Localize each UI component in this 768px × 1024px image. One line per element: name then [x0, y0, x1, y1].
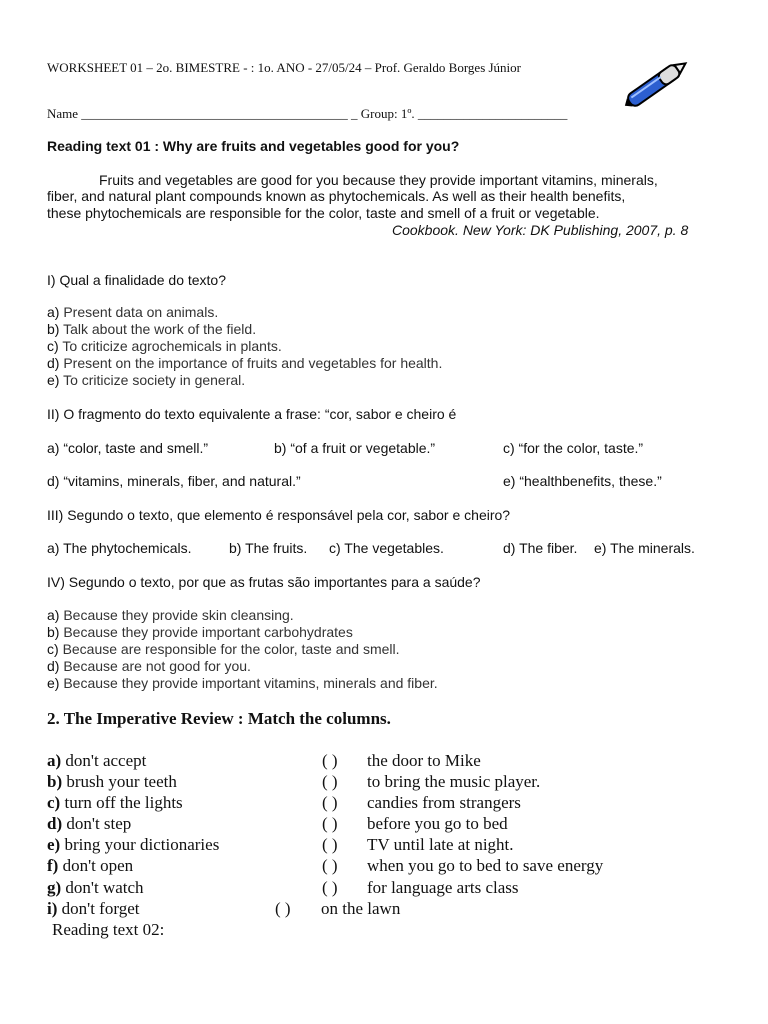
answer-blank[interactable]: ( ): [322, 751, 338, 770]
q2-option-b: b) “of a fruit or vegetable.”: [274, 440, 436, 456]
answer-blank[interactable]: ( ): [322, 856, 338, 875]
q1-option-b: [47, 321, 256, 338]
row-left-text: brush your teeth: [66, 772, 177, 791]
row-left-text: don't forget: [61, 899, 140, 918]
option-letter: e): [47, 675, 60, 691]
row-left-text: don't step: [66, 814, 132, 833]
question-1: I) Qual a finalidade do texto?: [47, 272, 227, 288]
match-row-right: on the lawn: [321, 899, 401, 918]
match-row-left: [47, 878, 144, 898]
option-text: Because they provide important carbohydrates: [63, 624, 353, 640]
worksheet-title: WORKSHEET 01 – 2o. BIMESTRE - : 1o. ANO - 27/05/24 – Prof. Geraldo Borges Júnior: [47, 60, 521, 75]
option-letter: a): [47, 304, 60, 320]
section-2-title: 2. The Imperative Review : Match the columns.: [47, 709, 391, 728]
option-text: Because are responsible for the color, taste and smell.: [62, 641, 400, 657]
row-letter: g): [47, 878, 62, 897]
option-text: Present data on animals.: [63, 304, 219, 320]
row-left-text: don't open: [62, 856, 134, 875]
row-letter: a): [47, 751, 62, 770]
name-group-line: Name _________________________________________ _ Group: 1º. _______________________: [47, 106, 568, 121]
match-row-left: [47, 793, 183, 813]
reading-text-1-title: Reading text 01 : Why are fruits and vegetables good for you?: [47, 138, 460, 154]
q2-option-a: a) “color, taste and smell.”: [47, 440, 209, 456]
q4-option-e: [47, 675, 438, 692]
q2-option-e: e) “healthbenefits, these.”: [503, 473, 662, 489]
match-row-right: before you go to bed: [367, 814, 508, 833]
citation: Cookbook. New York: DK Publishing, 2007, p. 8: [392, 222, 689, 238]
q2-option-d: d) “vitamins, minerals, fiber, and natural.”: [47, 473, 301, 489]
option-text: Present on the importance of fruits and vegetables for health.: [63, 355, 443, 371]
q1-option-d: [47, 355, 442, 372]
reading-text-2-title: Reading text 02:: [52, 920, 165, 939]
q4-option-b: [47, 624, 353, 641]
option-text: Because they provide important vitamins, minerals and fiber.: [63, 675, 438, 691]
q3-option-c: c) The vegetables.: [329, 540, 444, 556]
row-left-text: don't watch: [65, 878, 144, 897]
row-left-text: bring your dictionaries: [64, 835, 220, 854]
paragraph-line-3: these phytochemicals are responsible for the color, taste and smell of a fruit or vegetable.: [47, 205, 600, 221]
row-letter: e): [47, 835, 61, 854]
match-row-left: [47, 899, 139, 919]
option-text: Because are not good for you.: [63, 658, 251, 674]
pen-icon: [618, 55, 694, 113]
option-text: Because they provide skin cleansing.: [63, 607, 294, 623]
option-letter: d): [47, 658, 60, 674]
option-letter: c): [47, 641, 59, 657]
row-letter: d): [47, 814, 63, 833]
match-row-left: [47, 751, 146, 771]
option-letter: b): [47, 624, 60, 640]
match-row-left: [47, 814, 131, 834]
q4-option-a: [47, 607, 294, 624]
q4-option-c: [47, 641, 400, 658]
row-letter: c): [47, 793, 61, 812]
paragraph-line-2: fiber, and natural plant compounds known as phytochemicals. As well as their health benefits,: [47, 188, 626, 204]
match-row-left: [47, 772, 177, 792]
row-left-text: don't accept: [65, 751, 147, 770]
q1-option-c: [47, 338, 282, 355]
option-letter: e): [47, 372, 60, 388]
row-letter: i): [47, 899, 58, 918]
q3-option-a: a) The phytochemicals.: [47, 540, 192, 556]
option-letter: b): [47, 321, 60, 337]
answer-blank[interactable]: ( ): [322, 772, 338, 791]
option-letter: a): [47, 607, 60, 623]
question-4: IV) Segundo o texto, por que as frutas são importantes para a saúde?: [47, 574, 481, 590]
option-text: Talk about the work of the field.: [63, 321, 257, 337]
question-2: II) O fragmento do texto equivalente a frase: “cor, sabor e cheiro é: [47, 406, 457, 422]
match-row-left: [47, 835, 219, 855]
question-3: III) Segundo o texto, que elemento é responsável pela cor, sabor e cheiro?: [47, 507, 511, 523]
option-letter: c): [47, 338, 59, 354]
match-row-right: when you go to bed to save energy: [367, 856, 604, 875]
answer-blank[interactable]: ( ): [322, 878, 338, 897]
row-left-text: turn off the lights: [64, 793, 183, 812]
match-row-right: to bring the music player.: [367, 772, 541, 791]
row-letter: b): [47, 772, 63, 791]
answer-blank[interactable]: ( ): [322, 793, 338, 812]
paragraph-line-1: Fruits and vegetables are good for you because they provide important vitamins, minerals,: [99, 172, 658, 188]
option-text: To criticize society in general.: [63, 372, 246, 388]
option-text: To criticize agrochemicals in plants.: [62, 338, 282, 354]
answer-blank[interactable]: ( ): [275, 899, 291, 918]
answer-blank[interactable]: ( ): [322, 814, 338, 833]
q3-option-b: b) The fruits.: [229, 540, 308, 556]
q2-option-c: c) “for the color, taste.”: [503, 440, 644, 456]
q1-option-e: [47, 372, 245, 389]
q3-option-d: d) The fiber.: [503, 540, 578, 556]
match-row-left: [47, 856, 133, 876]
answer-blank[interactable]: ( ): [322, 835, 338, 854]
q3-option-e: e) The minerals.: [594, 540, 695, 556]
q4-option-d: [47, 658, 251, 675]
match-row-right: TV until late at night.: [367, 835, 514, 854]
match-row-right: the door to Mike: [367, 751, 481, 770]
q1-option-a: [47, 304, 218, 321]
match-row-right: candies from strangers: [367, 793, 521, 812]
option-letter: d): [47, 355, 60, 371]
match-row-right: for language arts class: [367, 878, 519, 897]
row-letter: f): [47, 856, 59, 875]
